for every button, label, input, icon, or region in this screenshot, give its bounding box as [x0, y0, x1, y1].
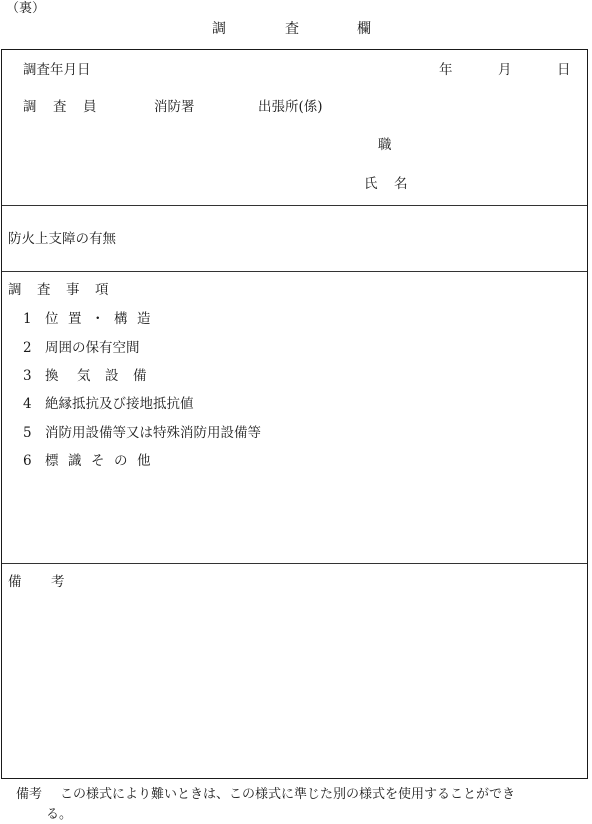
footer-note-text: この様式により難いときは、この様式に準じた別の様式を使用することができ — [60, 787, 516, 802]
footer-note-text-continued: る。 — [46, 807, 73, 822]
fire-hazard-label: 防火上支障の有無 — [8, 231, 116, 247]
back-side-label: （裏） — [6, 1, 46, 16]
day-label: 日 — [557, 62, 571, 78]
survey-date-label: 調査年月日 — [23, 62, 91, 78]
divider — [2, 563, 587, 564]
divider — [2, 205, 587, 206]
title-char: 調 — [212, 21, 226, 37]
footer-note-label: 備考 — [16, 787, 43, 802]
fire-station-label: 消防署 — [154, 99, 195, 115]
year-label: 年 — [439, 62, 453, 78]
branch-office-label: 出張所(係) — [258, 99, 323, 115]
survey-form-back-page: （裏） 調 査 欄 調査年月日 年 月 日 調 査 員 消防署 出張所(係) 職 氏 名 防火上支障の有無 調 査 事 項 1 位 置 ・ 構 造 2 周囲の保有空間 3 換 気 設 備 4 絶縁抵抗及び接地抵抗値 5 消防用設備等又は特殊消防用設備等 6 標 識 そ の 他 備 考 備考 この様式により難いときは、この様式に準じた別の様式を使用することができ る。 — [0, 0, 592, 824]
title-char: 欄 — [357, 21, 371, 37]
survey-table — [1, 49, 588, 779]
divider — [2, 271, 587, 272]
position-label: 職 — [378, 137, 392, 153]
month-label: 月 — [498, 62, 512, 78]
title-char: 査 — [285, 21, 299, 37]
